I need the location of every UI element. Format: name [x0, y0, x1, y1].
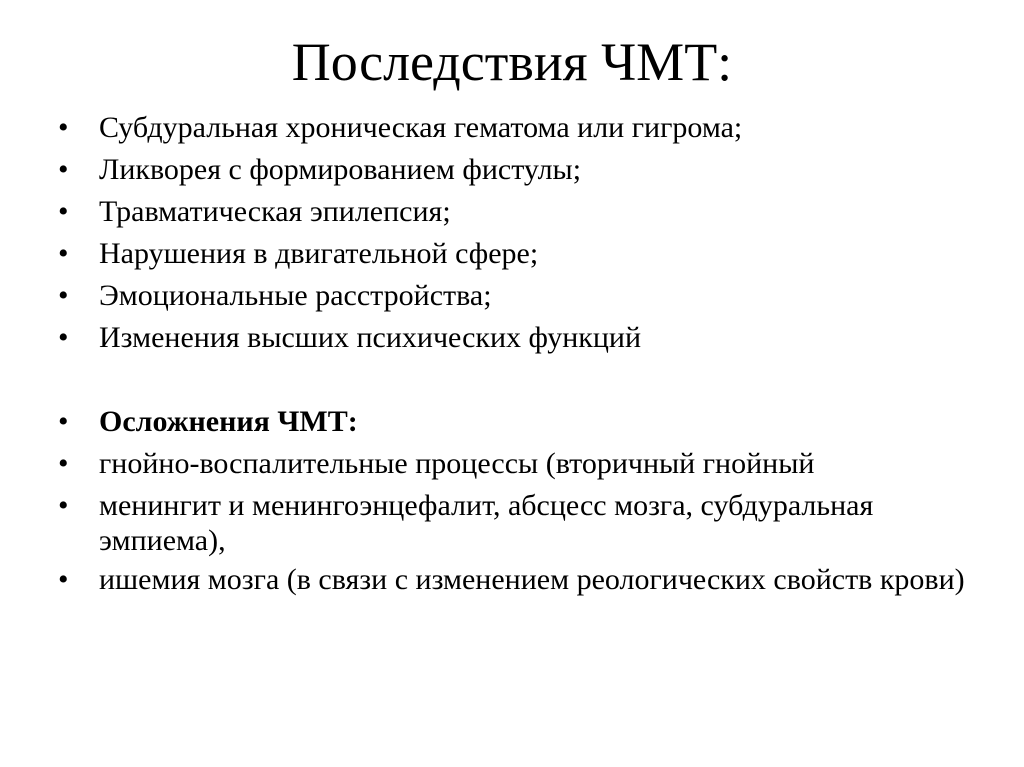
section-heading: Осложнения ЧМТ: [99, 405, 358, 438]
bullet-icon: • [58, 563, 69, 596]
bullet-icon: • [58, 279, 69, 312]
bullet-icon: • [58, 489, 69, 522]
list-item [58, 191, 978, 232]
list-item-text: Изменения высших психических функций [99, 321, 642, 354]
list-item-text: менингит и менингоэнцефалит, абсцесс мозга, субдуральная эмпиема), [99, 489, 874, 557]
list-item-text: Нарушения в двигательной сфере; [99, 237, 539, 270]
bullet-icon: • [58, 447, 69, 480]
list-item [58, 317, 978, 358]
list-item-heading [58, 401, 978, 442]
list-item [58, 562, 978, 597]
list-item-text: Травматическая эпилепсия; [99, 195, 451, 228]
list-item-text: Ликворея с формированием фистулы; [99, 153, 582, 186]
slide-title: Последствия ЧМТ: [291, 32, 733, 92]
bullet-icon: • [58, 321, 69, 354]
list-item [58, 443, 978, 484]
list-item [58, 488, 978, 558]
list-item-text: Эмоциональные расстройства; [99, 279, 492, 312]
bullet-icon: • [58, 195, 69, 228]
bullet-icon: • [58, 153, 69, 186]
bullet-icon: • [58, 111, 69, 144]
list-item [58, 149, 978, 190]
list-item-text: Субдуральная хроническая гематома или гигрома; [99, 111, 743, 144]
bullet-icon: • [58, 237, 69, 270]
list-item [58, 275, 978, 316]
bullet-list [58, 107, 978, 601]
list-item [58, 233, 978, 274]
list-item [58, 107, 978, 148]
list-item-text: гнойно-воспалительные процессы (вторичный гнойный [99, 447, 815, 480]
bullet-icon: • [58, 405, 69, 438]
list-item-text: ишемия мозга (в связи с изменением реологических свойств крови) [99, 563, 965, 596]
